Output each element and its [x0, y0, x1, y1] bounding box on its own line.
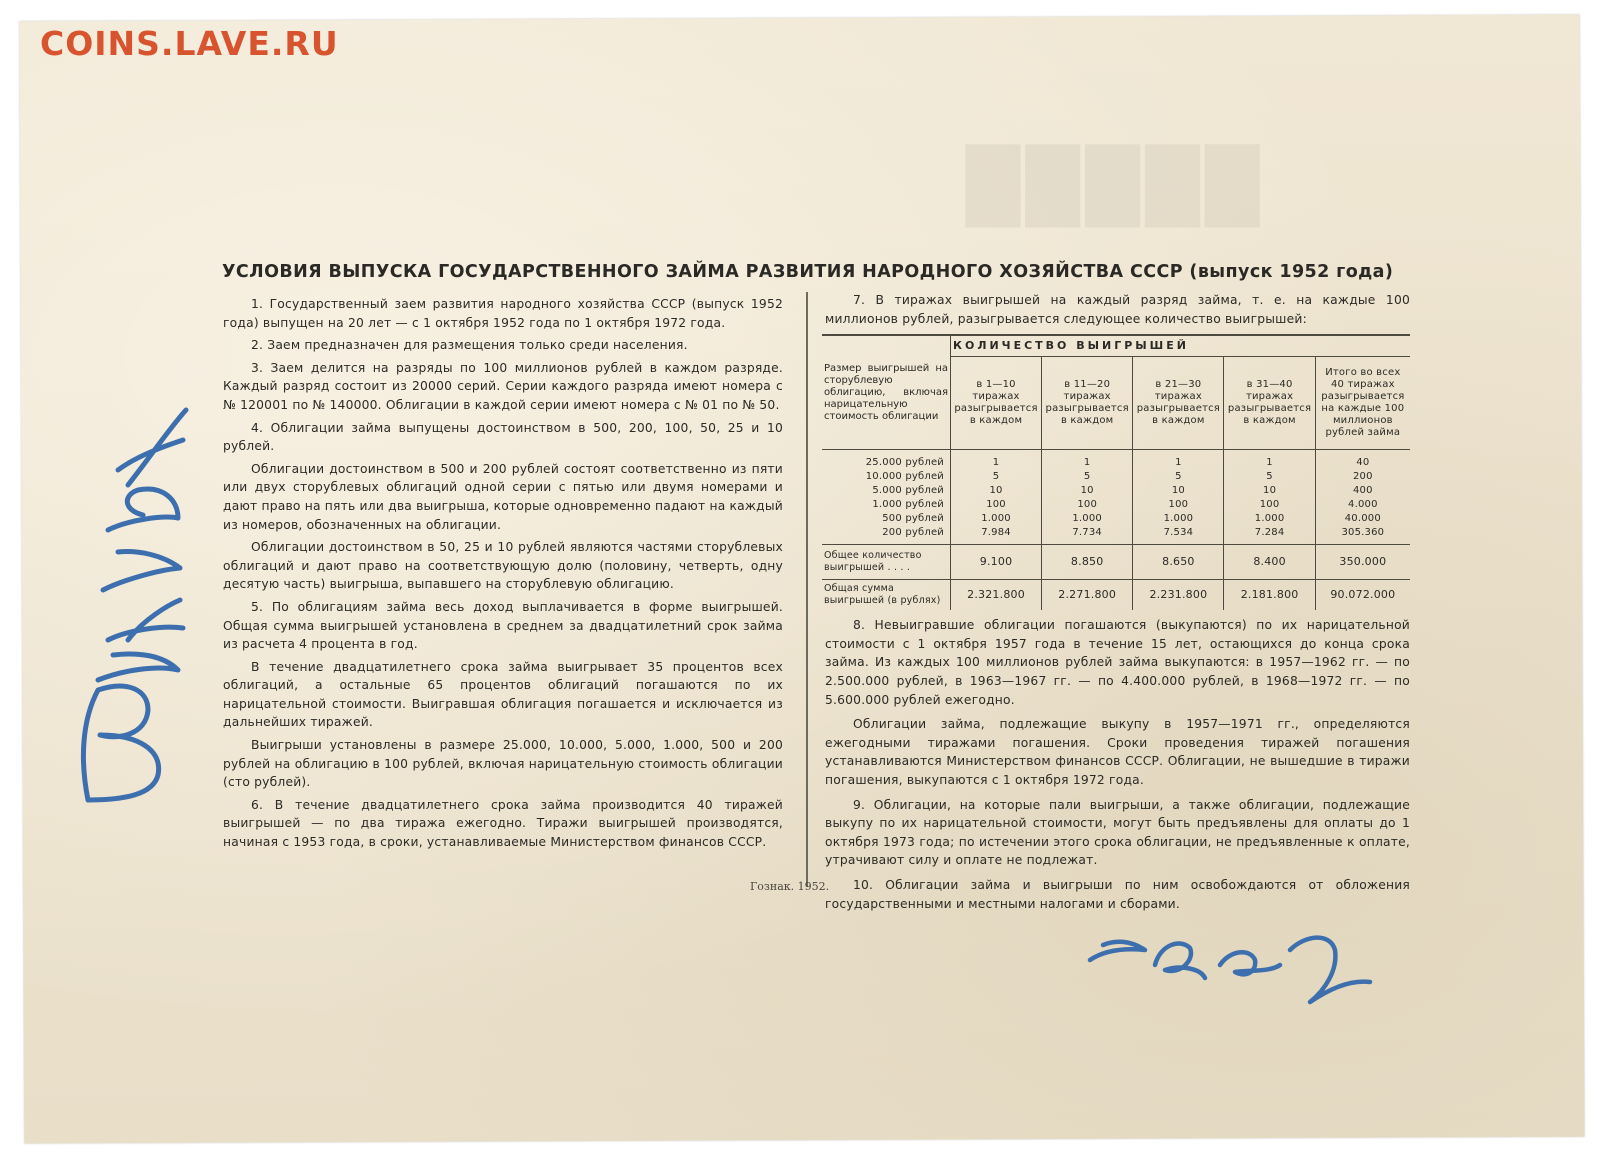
cell: 8.650: [1133, 545, 1224, 580]
cell-total: 90.072.000: [1315, 580, 1410, 611]
cell: 2.181.800: [1224, 580, 1315, 611]
clause-4: 4. Облигации займа выпущены достоинством в 500, 200, 100, 50, 25 и 10 рублей.: [223, 420, 783, 454]
cell: 8.400: [1224, 545, 1315, 580]
cell: 1: [951, 450, 1042, 471]
left-column: [223, 295, 783, 856]
row-label: 1.000 рублей: [872, 499, 944, 511]
cell: 8.850: [1042, 545, 1133, 580]
cell-total: 400: [1315, 484, 1410, 498]
cell-total: 4.000: [1315, 498, 1410, 512]
clause-7: 7. В тиражах выигрышей на каждый разряд займа, т. е. на каждые 100 миллионов рублей, разыгрывается следующее количество выигрышей:: [825, 293, 1410, 326]
table-row: [822, 470, 1410, 484]
cell: 5: [1224, 470, 1315, 484]
clause-5: 5. По облигациям займа весь доход выплачивается в форме выигрышей. Общая сумма выигрышей установлена в среднем за двадцатилетний срок займа из расчета 4 процента в год.: [223, 599, 783, 652]
clause-10: 10. Облигации займа и выигрыши по ним освобождаются от обложения государственными и местными налогами и сборами.: [825, 877, 1410, 911]
cell: 1: [1224, 450, 1315, 471]
clause-9: 9. Облигации, на которые пали выигрыши, а также облигации, подлежащие выкупу по их нарицательной стоимости, могут быть предъявлены для оплаты до 1 октября 1973 года; по истечении этого срока облигации, не предъявленные к оплате, утрачивают силу и оплате не подлежат.: [825, 797, 1410, 868]
handwritten-signature-right: [1085, 920, 1385, 1020]
table-col-header: Итого во всех 40 тиражах разыгрывается на каждые 100 миллионов рублей займа: [1315, 357, 1410, 450]
table-row: [822, 526, 1410, 545]
cell: 10: [1133, 484, 1224, 498]
cell: 10: [1042, 484, 1133, 498]
bleed-through-number: █████: [960, 145, 1260, 227]
cell: 5: [951, 470, 1042, 484]
cell-total: 40: [1315, 450, 1410, 471]
table-row: [822, 498, 1410, 512]
cell: 9.100: [951, 545, 1042, 580]
table-col-header: в 21—30 тиражах разыгрывается в каждом: [1133, 357, 1224, 450]
cell: 5: [1042, 470, 1133, 484]
cell: 1.000: [1224, 512, 1315, 526]
cell: 2.231.800: [1133, 580, 1224, 611]
cell: 1: [1133, 450, 1224, 471]
table-row: [822, 512, 1410, 526]
cell: 1.000: [1133, 512, 1224, 526]
cell: 10: [1224, 484, 1315, 498]
clause-5-p2: В течение двадцатилетнего срока займа выигрывает 35 процентов всех облигаций, а остальные 65 процентов облигаций погашаются по их нарицательной стоимости. Выигравшая облигация погашается и исключается из дальнейших тиражей.: [223, 659, 783, 730]
printer-mark: Гознак. 1952.: [750, 880, 830, 893]
cell: 1: [1042, 450, 1133, 471]
cell: 2.321.800: [951, 580, 1042, 611]
table-col-header: в 31—40 тиражах разыгрывается в каждом: [1224, 357, 1315, 450]
row-label: Общая сумма выигрышей (в рублях): [822, 580, 951, 611]
cell: 5: [1133, 470, 1224, 484]
row-label: 200 рублей: [882, 527, 944, 539]
clause-6: 6. В течение двадцатилетнего срока займа производится 40 тиражей выигрышей — по два тиража ежегодно. Тиражи выигрышей производятся, начиная с 1953 года, в сроки, устанавливаемые Министерством финансов СССР.: [223, 797, 783, 850]
table-corner-header: Размер выигрышей на сторублевую облигацию, включая нарицательную стоимость облигации: [822, 335, 951, 450]
cell-total: 305.360: [1315, 526, 1410, 545]
cell: 100: [1224, 498, 1315, 512]
table-row: [822, 450, 1410, 471]
cell: 7.984: [951, 526, 1042, 545]
clause-3: 3. Заем делится на разряды по 100 миллионов рублей в каждом разряде. Каждый разряд состоит из 20000 серий. Серии каждого разряда имеют номера с № 120001 по № 140000. Облигации в каждой серии имеют номера с № 01 по № 50.: [223, 360, 783, 412]
cell: 7.284: [1224, 526, 1315, 545]
clause-8-p2: Облигации займа, подлежащие выкупу в 1957—1971 гг., определяются ежегодными тиражами погашения. Сроки проведения тиражей погашения устанавливаются Министерством финансов СССР. Облигации, не вышедшие в тиражи погашения, выкупаются с 1 октября 1972 года.: [825, 717, 1410, 787]
cell-total: 200: [1315, 470, 1410, 484]
cell: 2.271.800: [1042, 580, 1133, 611]
table-row: [822, 484, 1410, 498]
table-row-total-sum: [822, 580, 1410, 611]
cell-total: 350.000: [1315, 545, 1410, 580]
winnings-table: [822, 334, 1410, 610]
document-title: УСЛОВИЯ ВЫПУСКА ГОСУДАРСТВЕННОГО ЗАЙМА РАЗВИТИЯ НАРОДНОГО ХОЗЯЙСТВА СССР (выпуск 1952 года): [222, 262, 1394, 282]
cell: 10: [951, 484, 1042, 498]
handwritten-inscription-left: [68, 390, 198, 810]
clause-8: 8. Невыигравшие облигации погашаются (выкупаются) по их нарицательной стоимости с 1 октября 1957 года в течение 15 лет, остающихся до конца срока займа. Из каждых 100 миллионов рублей займа выкупаются: в 1957—1962 гг. — по 2.500.000 рублей, в 1963—1967 гг. — по 4.400.000 рублей, в 1968—1972 гг. — по 5.600.000 рублей ежегодно.: [825, 618, 1410, 707]
clause-4-p3: Облигации достоинством в 50, 25 и 10 рублей являются частями сторублевых облигаций и дают право на соответствующую долю (половину, четверть, одну десятую часть) выигрыша, выпавшего на сторублевую облигацию.: [223, 540, 783, 592]
clause-2: 2. Заем предназначен для размещения только среди населения.: [251, 338, 688, 353]
row-label: 25.000 рублей: [865, 457, 944, 469]
cell: 1.000: [951, 512, 1042, 526]
column-divider: [806, 292, 808, 887]
table-col-header: в 11—20 тиражах разыгрывается в каждом: [1042, 357, 1133, 450]
cell: 100: [951, 498, 1042, 512]
table-col-header: в 1—10 тиражах разыгрывается в каждом: [951, 357, 1042, 450]
clause-1: 1. Государственный заем развития народного хозяйства СССР (выпуск 1952 года) выпущен на 20 лет — с 1 октября 1952 года по 1 октября 1972 года.: [223, 297, 783, 330]
row-label: Общее количество выигрышей . . . .: [822, 545, 951, 580]
cell: 7.734: [1042, 526, 1133, 545]
cell: 100: [1133, 498, 1224, 512]
clause-5-p3: Выигрыши установлены в размере 25.000, 10.000, 5.000, 1.000, 500 и 200 рублей на облигацию в 100 рублей, включая нарицательную стоимость облигации (сто рублей).: [223, 738, 783, 790]
right-column: [825, 291, 1410, 913]
winnings-table-wrapper: [825, 334, 1410, 610]
cell: 100: [1042, 498, 1133, 512]
cell: 7.534: [1133, 526, 1224, 545]
cell: 1.000: [1042, 512, 1133, 526]
row-label: 500 рублей: [882, 513, 944, 525]
clause-4-p2: Облигации достоинством в 500 и 200 рублей состоят соответственно из пяти или двух сторублевых облигаций одной серии с пятью или двумя номерами и дают право на пять или два выигрыша, которые одновременно падают на каждый из номеров, обозначенных на облигации.: [223, 461, 783, 532]
table-group-header: КОЛИЧЕСТВО ВЫИГРЫШЕЙ: [951, 335, 1411, 357]
row-label: 10.000 рублей: [865, 471, 944, 483]
table-row-total-count: [822, 545, 1410, 580]
row-label: 5.000 рублей: [872, 485, 944, 497]
cell-total: 40.000: [1315, 512, 1410, 526]
site-watermark: COINS.LAVE.RU: [40, 24, 339, 63]
